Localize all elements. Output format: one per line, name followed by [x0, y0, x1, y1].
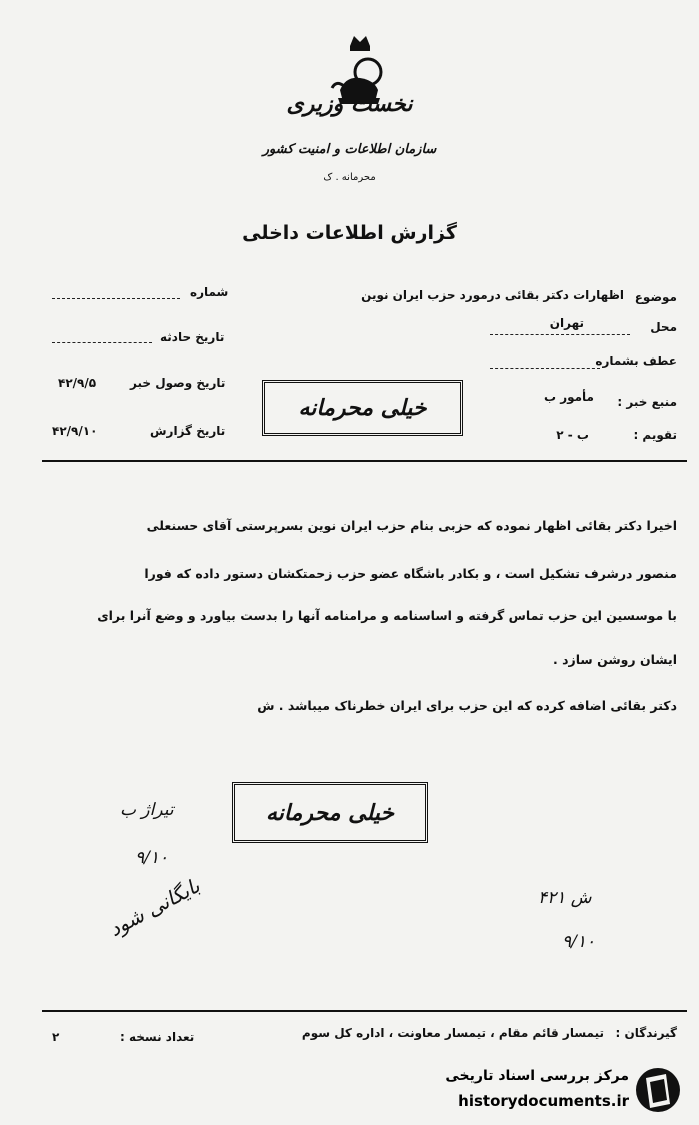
- number-label: شماره: [190, 285, 229, 299]
- handwritten-date-1: ۹/۱۰: [135, 848, 169, 868]
- body-line-2: منصور درشرف تشکیل است ، و بکادر باشگاه عضو حزب زحمتکشان دستور داده که فورا: [144, 566, 677, 581]
- report-title: گزارش اطلاعات داخلی: [242, 222, 457, 244]
- letterhead-ministry: نخست وزیری: [286, 92, 413, 117]
- handwritten-archive-note: بایگانی شود: [105, 873, 204, 942]
- bottom-stamp-text: خیلی محرمانه: [265, 799, 395, 826]
- attn-underline: [490, 368, 600, 369]
- top-classification-stamp: [262, 380, 463, 436]
- receipt-date-label: تاریخ وصول خبر: [130, 376, 226, 390]
- rating-label: تقویم :: [633, 428, 677, 442]
- rating-value: ب - ۲: [556, 428, 589, 442]
- header-divider: [42, 460, 687, 462]
- attn-label: عطف بشماره: [595, 354, 677, 368]
- body-line-5: دکتر بقائی اضافه کرده که این حزب برای ایران خطرناک میباشد . ش: [257, 698, 677, 713]
- place-value: تهران: [549, 316, 584, 330]
- body-line-4: ایشان روشن سازد .: [553, 652, 677, 667]
- report-date-label: تاریخ گزارش: [150, 424, 226, 438]
- body-line-1: اخیرا دکتر بقائی اظهار نموده که حزبی بنام حزب ایران نوین بسرپرستی آقای حسنعلی: [146, 518, 677, 533]
- source-label: منبع خبر :: [617, 395, 677, 409]
- bottom-classification-stamp: [232, 782, 428, 843]
- recipients-value: تیمسار قائم مقام ، تیمسار معاونت ، اداره کل سوم: [301, 1026, 604, 1040]
- incident-date-label: تاریخ حادثه: [160, 330, 225, 344]
- copies-value: ۲: [52, 1030, 60, 1044]
- subject-label: موضوع: [634, 290, 677, 304]
- top-stamp-text: خیلی محرمانه: [298, 395, 427, 421]
- document-center-logo-icon: [630, 1064, 686, 1116]
- source-value: مأمور ب: [543, 390, 594, 404]
- letterhead-classification: محرمانه . ک: [323, 172, 376, 183]
- number-underline: [52, 298, 180, 299]
- receipt-date-value: ۴۲/۹/۵: [58, 376, 97, 390]
- footer-divider: [42, 1010, 687, 1012]
- letterhead-organization: سازمان اطلاعات و امنیت کشور: [262, 142, 437, 157]
- handwritten-number: ش ۴۲۱: [538, 888, 592, 908]
- handwritten-date-2: ۹/۱۰: [562, 932, 596, 952]
- subject-value: اظهارات دکتر بقائی درمورد حزب ایران نوین: [361, 288, 624, 302]
- copies-label: تعداد نسخه :: [120, 1030, 195, 1044]
- incident-date-underline: [52, 342, 152, 343]
- watermark-url: historydocuments.ir: [458, 1092, 629, 1110]
- handwritten-note-1: تیراژ ب: [120, 800, 174, 820]
- recipients-label: گیرندگان :: [615, 1026, 677, 1040]
- report-date-value: ۴۲/۹/۱۰: [52, 424, 98, 438]
- place-underline: [490, 334, 630, 335]
- place-label: محل: [650, 320, 677, 334]
- watermark-name: مرکز بررسی اسناد تاریخی: [445, 1068, 629, 1084]
- body-line-3: با موسسین این حزب تماس گرفته و اساسنامه و مرامنامه آنها را بدست بیاورد و وضع آنرا برای: [97, 608, 677, 623]
